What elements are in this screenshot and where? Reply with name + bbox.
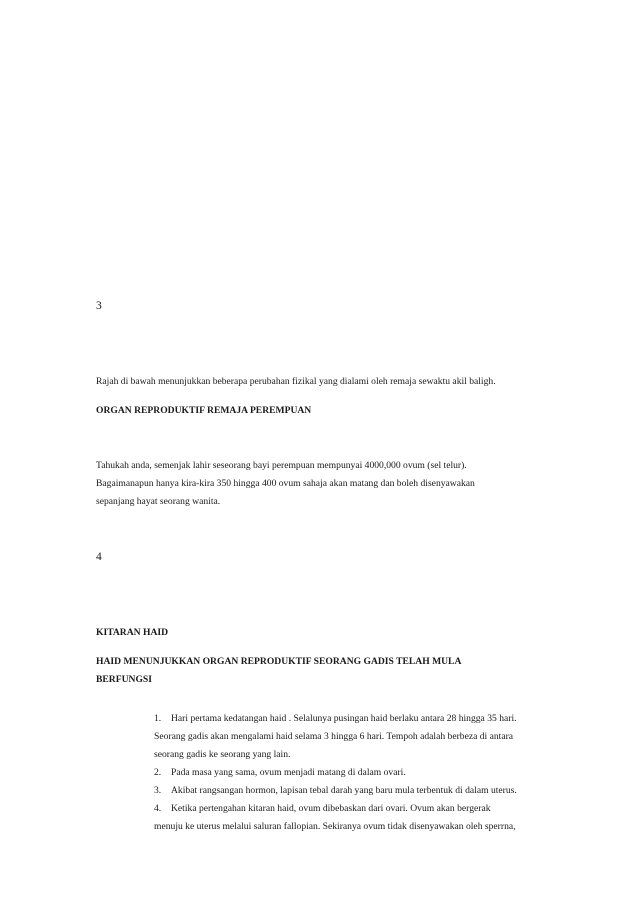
section-heading-kitaran: KITARAN HAID [96, 627, 169, 638]
list-text: seorang gadis ke seorang yang lain. [154, 749, 291, 760]
heading-line: BERFUNGSI [96, 674, 152, 685]
list-item [154, 800, 554, 836]
paragraph-line: Bagaimanapun hanya kira-kira 350 hingga 400 ovum sahaja akan matang dan boleh disenyawakan [96, 478, 475, 489]
section-heading-organ: ORGAN REPRODUKTIF REMAJA PEREMPUAN [96, 405, 312, 416]
list-number: 1. [154, 713, 162, 724]
list-item [154, 782, 554, 800]
list-text: Akibat rangsangan hormon, lapisan tebal darah yang baru mula terbentuk di dalam uterus. [171, 785, 517, 796]
paragraph-line: Tahukah anda, semenjak lahir seseorang bayi perempuan mempunyai 4000,000 ovum (sel telur). [96, 460, 467, 471]
list-number: 2. [154, 767, 162, 778]
intro-paragraph [96, 457, 536, 511]
menstrual-cycle-list [154, 710, 554, 836]
list-text: Pada masa yang sama, ovum menjadi matang di dalam ovari. [171, 767, 406, 778]
page-number-3: 3 [96, 300, 102, 312]
heading-line: HAID MENUNJUKKAN ORGAN REPRODUKTIF SEORANG GADIS TELAH MULA [96, 656, 462, 667]
page-number-4: 4 [96, 551, 102, 563]
list-text: Hari pertama kedatangan haid . Selalunya pusingan haid berlaku antara 28 hingga 35 hari. [171, 713, 517, 724]
list-item [154, 764, 554, 782]
list-text: Seorang gadis akan mengalami haid selama 3 hingga 6 hari. Tempoh adalah berbeza di antara [154, 731, 514, 742]
list-text: Ketika pertengahan kitaran haid, ovum dibebaskan dari ovari. Ovum akan bergerak [171, 803, 491, 814]
list-number: 4. [154, 803, 162, 814]
list-item [154, 710, 554, 764]
figure-caption: Rajah di bawah menunjukkan beberapa perubahan fizikal yang dialami oleh remaja sewaktu akil baligh. [96, 376, 496, 387]
paragraph-line: sepanjang hayat seorang wanita. [96, 496, 221, 507]
list-text: menuju ke uterus melalui saluran fallopian. Sekiranya ovum tidak disenyawakan oleh sperrna, [154, 821, 516, 832]
section-heading-haid [96, 653, 536, 689]
list-number: 3. [154, 785, 162, 796]
